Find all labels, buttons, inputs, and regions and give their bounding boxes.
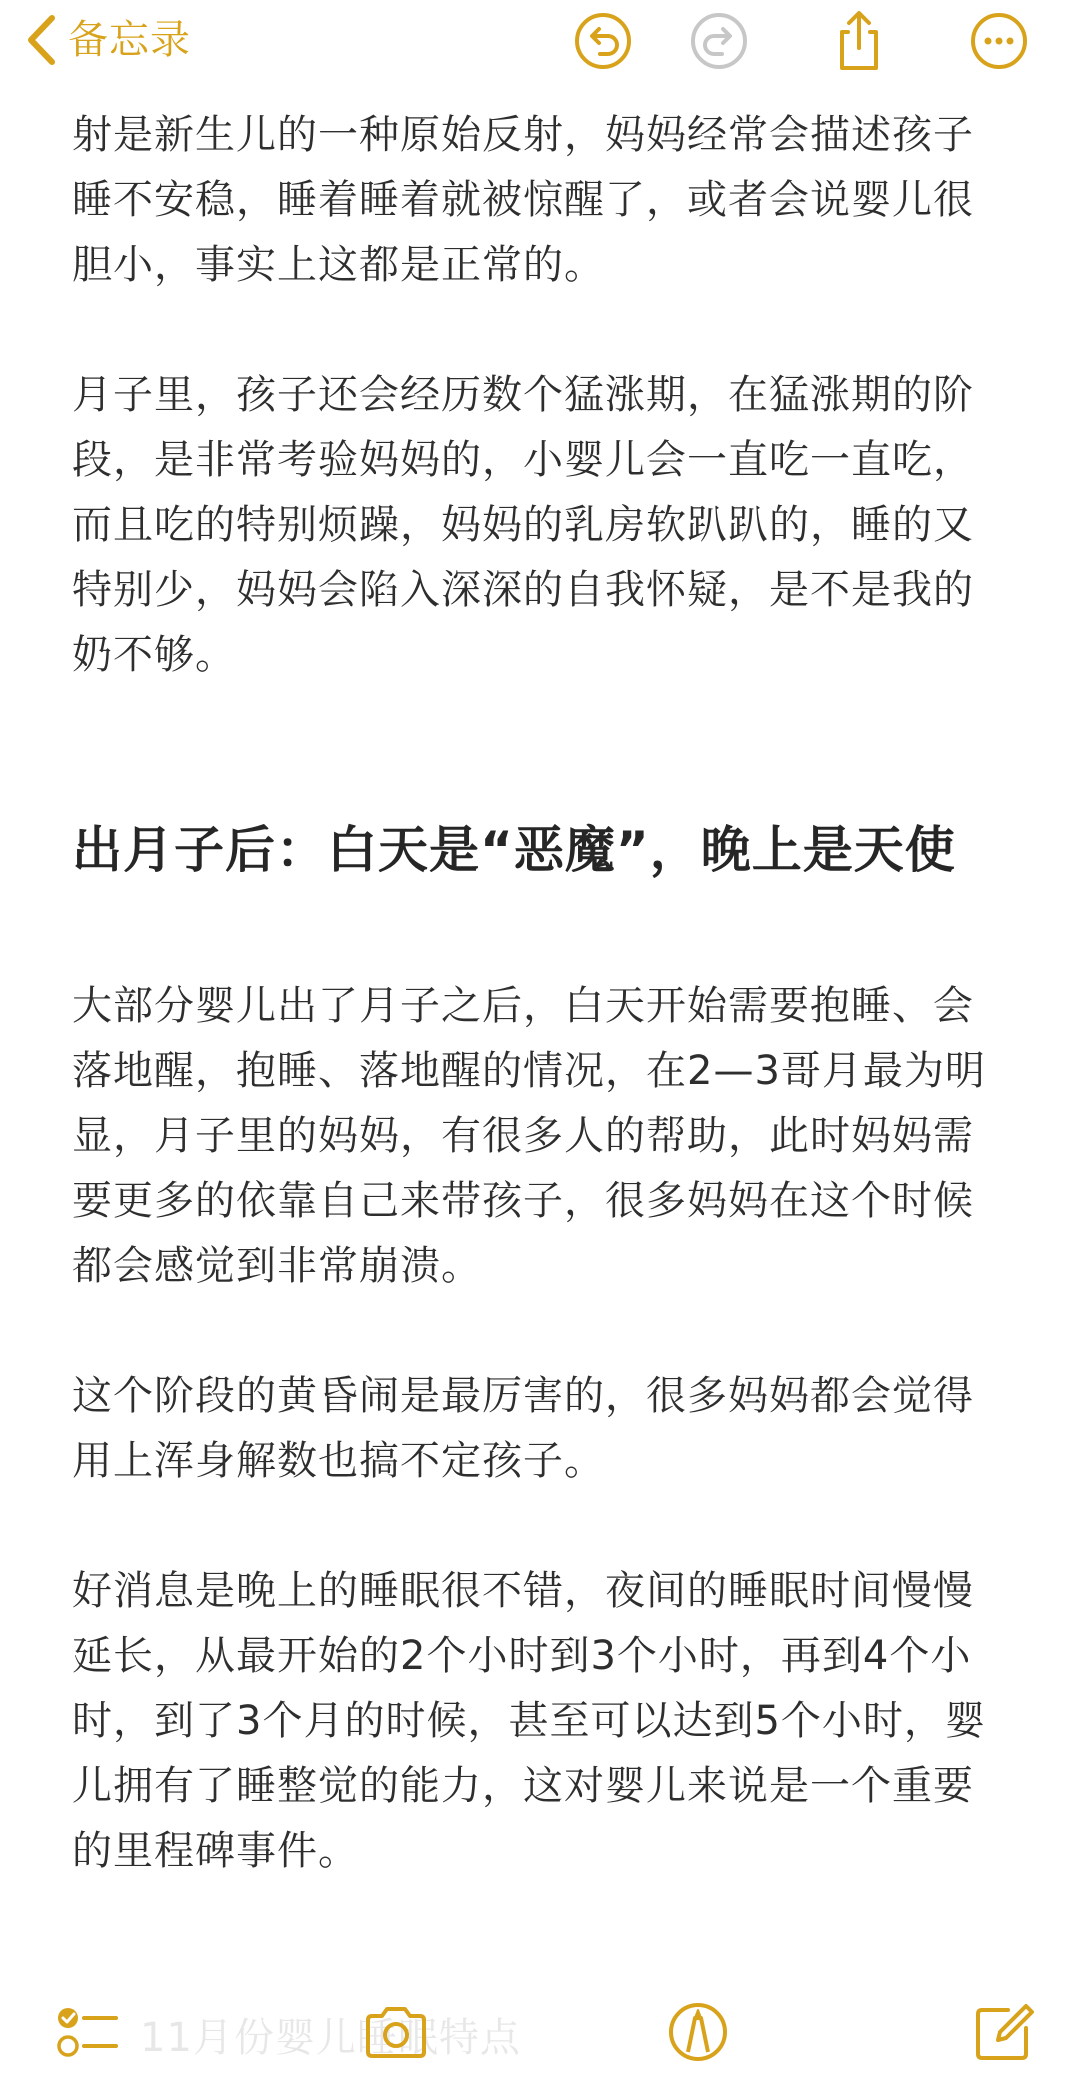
checklist-button[interactable] — [50, 1996, 122, 2068]
chevron-left-icon — [26, 14, 56, 66]
redo-button[interactable] — [684, 6, 754, 76]
camera-button[interactable] — [360, 1996, 432, 2068]
share-icon — [824, 6, 894, 76]
markup-icon — [662, 1996, 734, 2068]
compose-button[interactable] — [968, 1996, 1040, 2068]
camera-icon — [360, 1996, 432, 2068]
note-paragraph[interactable]: 大部分婴儿出了月子之后，白天开始需要抱睡、会落地醒，抱睡、落地醒的情况，在2—3哥月最为明显，月子里的妈妈，有很多人的帮助，此时妈妈需要更多的依靠自己来带孩子，很多妈妈在这个时候都会感觉到非常崩溃。 — [72, 983, 986, 1289]
undo-button[interactable] — [568, 6, 638, 76]
note-paragraph[interactable]: 好消息是晚上的睡眠很不错，夜间的睡眠时间慢慢延长，从最开始的2个小时到3个小时，再到4个小时，到了3个月的时候，甚至可以达到5个小时，婴儿拥有了睡整觉的能力，这对婴儿来说是一个重要的里程碑事件。 — [72, 1568, 986, 1874]
checklist-icon — [50, 1996, 122, 2068]
scroll-ghost-text: 11月份婴儿睡眠特点 — [140, 2015, 521, 2061]
back-button[interactable] — [26, 8, 191, 72]
back-label: 备忘录 — [68, 17, 191, 63]
undo-icon — [568, 6, 638, 76]
bottom-toolbar — [0, 1978, 1080, 2088]
markup-button[interactable] — [662, 1996, 734, 2068]
compose-icon — [968, 1996, 1040, 2068]
navigation-bar — [0, 0, 1080, 82]
note-heading[interactable]: 出月子后：白天是“恶魔”，晚上是天使 — [72, 821, 956, 879]
note-paragraph[interactable]: 这个阶段的黄昏闹是最厉害的，很多妈妈都会觉得用上浑身解数也搞不定孩子。 — [72, 1373, 974, 1484]
note-paragraph[interactable]: 月子里，孩子还会经历数个猛涨期，在猛涨期的阶段，是非常考验妈妈的，小婴儿会一直吃一直吃，而且吃的特别烦躁，妈妈的乳房软趴趴的，睡的又特别少，妈妈会陷入深深的自我怀疑，是不是我的奶不够。 — [72, 372, 974, 678]
redo-icon — [684, 6, 754, 76]
note-paragraph[interactable]: 射是新生儿的一种原始反射，妈妈经常会描述孩子睡不安稳，睡着睡着就被惊醒了，或者会说婴儿很胆小，事实上这都是正常的。 — [72, 112, 974, 288]
share-button[interactable] — [824, 6, 894, 76]
more-button[interactable] — [964, 6, 1034, 76]
more-icon — [964, 6, 1034, 76]
